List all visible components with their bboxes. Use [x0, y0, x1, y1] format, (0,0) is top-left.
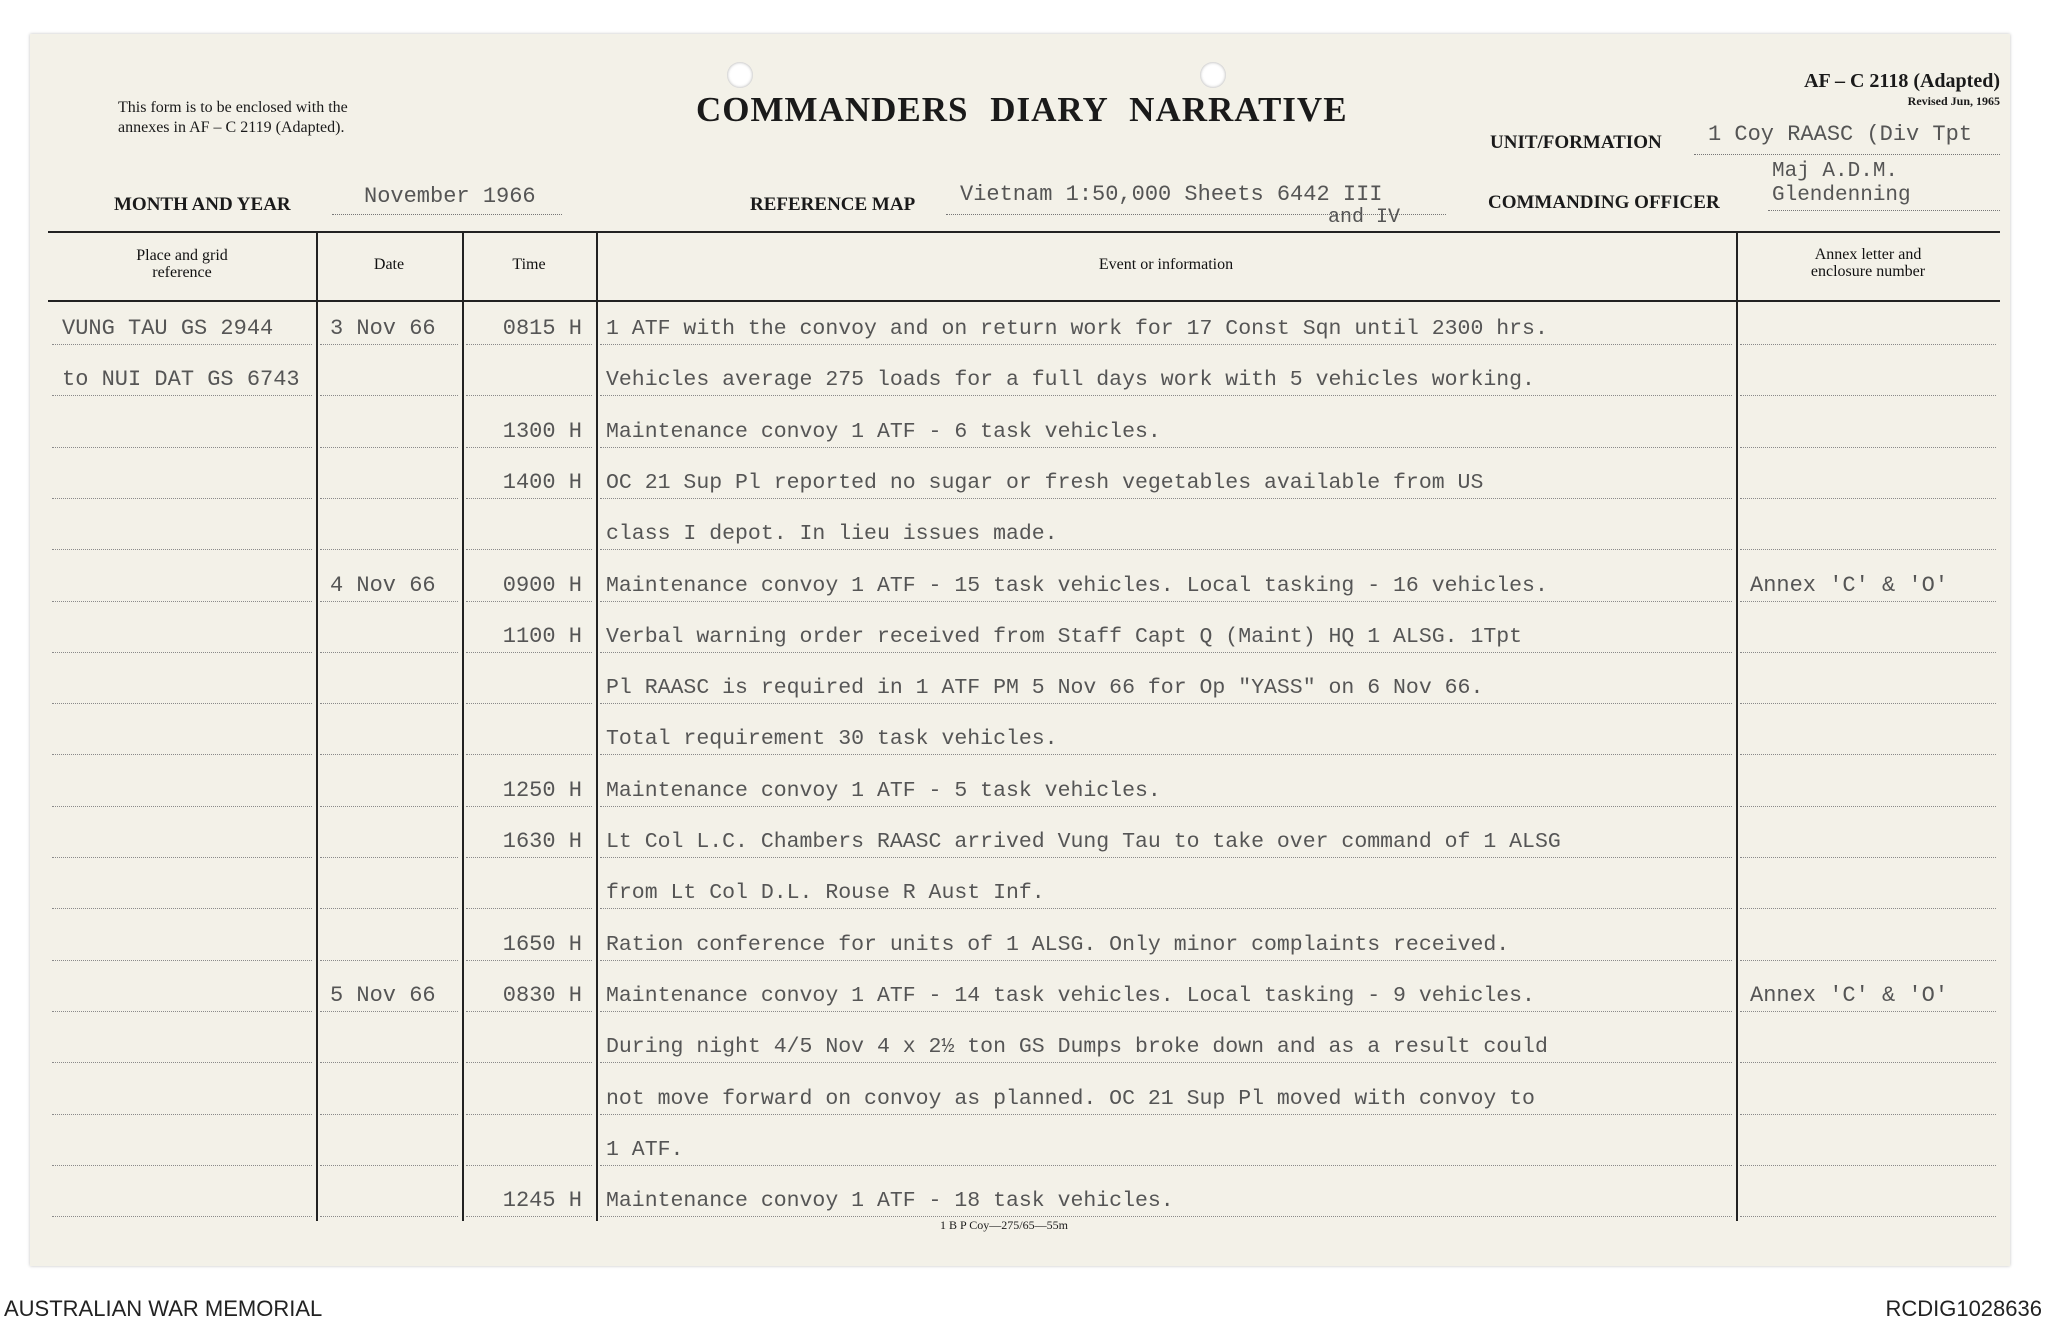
row-dotted-line [1740, 447, 1996, 448]
row-dotted-line [466, 1062, 592, 1063]
cell-time: 1100 H [502, 624, 582, 649]
row-dotted-line [1740, 549, 1996, 550]
row-dotted-line [320, 857, 458, 858]
row-dotted-line [600, 344, 1732, 345]
row-dotted-line [600, 806, 1732, 807]
row-dotted-line [52, 601, 312, 602]
row-dotted-line [466, 806, 592, 807]
row-dotted-line [320, 1165, 458, 1166]
row-dotted-line [1740, 1114, 1996, 1115]
row-dotted-line [600, 754, 1732, 755]
row-dotted-line [1740, 498, 1996, 499]
row-dotted-line [600, 549, 1732, 550]
row-dotted-line [600, 395, 1732, 396]
page-title: COMMANDERS DIARY NARRATIVE [696, 90, 1348, 129]
cell-event: During night 4/5 Nov 4 x 2½ ton GS Dumps broke down and as a result could [606, 1035, 1548, 1059]
row-dotted-line [466, 703, 592, 704]
cell-event: Ration conference for units of 1 ALSG. Only minor complaints received. [606, 933, 1510, 957]
row-dotted-line [52, 498, 312, 499]
cell-annex: Annex 'C' & 'O' [1750, 573, 1949, 598]
row-dotted-line [320, 601, 458, 602]
row-dotted-line [52, 703, 312, 704]
form-code: AF – C 2118 (Adapted) [1804, 70, 2000, 92]
row-dotted-line [466, 857, 592, 858]
column-divider [316, 231, 318, 1221]
cell-event: Verbal warning order received from Staff Capt Q (Maint) HQ 1 ALSG. 1Tpt [606, 625, 1523, 649]
cell-place: to NUI DAT GS 6743 [62, 367, 300, 392]
row-dotted-line [52, 1216, 312, 1217]
row-dotted-line [320, 1114, 458, 1115]
cell-event: Maintenance convoy 1 ATF - 6 task vehicles. [606, 420, 1161, 444]
column-divider [596, 231, 598, 1221]
row-dotted-line [52, 857, 312, 858]
row-dotted-line [320, 344, 458, 345]
row-dotted-line [1740, 1165, 1996, 1166]
col-header-event: Event or information [1098, 256, 1234, 273]
row-dotted-line [1740, 960, 1996, 961]
row-dotted-line [320, 754, 458, 755]
row-dotted-line [52, 395, 312, 396]
cell-event: from Lt Col D.L. Rouse R Aust Inf. [606, 881, 1045, 905]
row-dotted-line [52, 1114, 312, 1115]
unit-label: UNIT/FORMATION [1490, 132, 1662, 153]
footer-record-id: RCDIG1028636 [1885, 1296, 2042, 1321]
cell-time: 1630 H [502, 829, 582, 854]
month-dotted-line [332, 208, 562, 215]
map-value: Vietnam 1:50,000 Sheets 6442 III [960, 182, 1383, 207]
cell-time: 1400 H [502, 470, 582, 495]
row-dotted-line [600, 960, 1732, 961]
row-dotted-line [466, 1114, 592, 1115]
cell-event: class I depot. In lieu issues made. [606, 522, 1058, 546]
cell-date: 5 Nov 66 [330, 983, 436, 1008]
cell-time: 1250 H [502, 778, 582, 803]
row-dotted-line [466, 447, 592, 448]
table-header-rule [48, 300, 2000, 302]
row-dotted-line [466, 498, 592, 499]
row-dotted-line [600, 1062, 1732, 1063]
row-dotted-line [466, 1216, 592, 1217]
row-dotted-line [1740, 1011, 1996, 1012]
row-dotted-line [600, 1011, 1732, 1012]
row-dotted-line [466, 549, 592, 550]
form-note: This form is to be enclosed with the annexes in AF – C 2119 (Adapted). [118, 99, 348, 136]
row-dotted-line [1740, 395, 1996, 396]
row-dotted-line [466, 1011, 592, 1012]
row-dotted-line [600, 447, 1732, 448]
row-dotted-line [466, 960, 592, 961]
row-dotted-line [52, 908, 312, 909]
row-dotted-line [52, 1062, 312, 1063]
month-label: MONTH AND YEAR [114, 194, 291, 215]
cell-event: 1 ATF. [606, 1138, 684, 1162]
row-dotted-line [1740, 344, 1996, 345]
row-dotted-line [52, 806, 312, 807]
punch-hole [1200, 62, 1226, 88]
row-dotted-line [320, 1216, 458, 1217]
table-top-rule [48, 231, 2000, 233]
unit-value: 1 Coy RAASC (Div Tpt [1708, 122, 1973, 147]
row-dotted-line [52, 960, 312, 961]
row-dotted-line [1740, 908, 1996, 909]
column-divider [1736, 231, 1738, 1221]
cell-event: Lt Col L.C. Chambers RAASC arrived Vung Tau to take over command of 1 ALSG [606, 830, 1561, 854]
cell-event: Maintenance convoy 1 ATF - 5 task vehicles. [606, 779, 1161, 803]
row-dotted-line [320, 1011, 458, 1012]
cell-event: Pl RAASC is required in 1 ATF PM 5 Nov 66 for Op "YASS" on 6 Nov 66. [606, 676, 1484, 700]
cell-event: Maintenance convoy 1 ATF - 15 task vehicles. Local tasking - 16 vehicles. [606, 574, 1548, 598]
row-dotted-line [466, 754, 592, 755]
row-dotted-line [466, 395, 592, 396]
column-divider [462, 231, 464, 1221]
cell-date: 3 Nov 66 [330, 316, 436, 341]
diary-form-sheet [30, 34, 2010, 1266]
row-dotted-line [600, 908, 1732, 909]
row-dotted-line [52, 754, 312, 755]
revised-date: Revised Jun, 1965 [1907, 94, 2000, 108]
row-dotted-line [1740, 857, 1996, 858]
row-dotted-line [52, 1011, 312, 1012]
row-dotted-line [466, 344, 592, 345]
cell-event: 1 ATF with the convoy and on return work for 17 Const Sqn until 2300 hrs. [606, 317, 1548, 341]
cell-event: not move forward on convoy as planned. OC 21 Sup Pl moved with convoy to [606, 1087, 1535, 1111]
cell-time: 0830 H [502, 983, 582, 1008]
row-dotted-line [52, 549, 312, 550]
row-dotted-line [320, 652, 458, 653]
month-value: November 1966 [364, 184, 536, 209]
cell-time: 0815 H [502, 316, 582, 341]
row-dotted-line [1740, 601, 1996, 602]
cell-date: 4 Nov 66 [330, 573, 436, 598]
row-dotted-line [600, 1165, 1732, 1166]
cell-time: 1650 H [502, 932, 582, 957]
row-dotted-line [600, 857, 1732, 858]
col-header-place: Place and grid reference [136, 247, 228, 281]
row-dotted-line [1740, 754, 1996, 755]
row-dotted-line [600, 1216, 1732, 1217]
row-dotted-line [1740, 703, 1996, 704]
cell-event: Maintenance convoy 1 ATF - 18 task vehicles. [606, 1189, 1174, 1213]
col-header-time: Time [512, 256, 546, 273]
cell-time: 1300 H [502, 419, 582, 444]
row-dotted-line [466, 1165, 592, 1166]
row-dotted-line [52, 1165, 312, 1166]
row-dotted-line [320, 960, 458, 961]
row-dotted-line [52, 344, 312, 345]
col-header-annex: Annex letter and enclosure number [1810, 246, 1926, 280]
row-dotted-line [600, 1114, 1732, 1115]
cell-time: 0900 H [502, 573, 582, 598]
row-dotted-line [466, 601, 592, 602]
row-dotted-line [320, 908, 458, 909]
unit-dotted-line [1694, 148, 2000, 155]
map-label: REFERENCE MAP [750, 194, 916, 215]
row-dotted-line [600, 498, 1732, 499]
row-dotted-line [320, 1062, 458, 1063]
row-dotted-line [1740, 806, 1996, 807]
cell-time: 1245 H [502, 1188, 582, 1213]
row-dotted-line [52, 652, 312, 653]
row-dotted-line [1740, 652, 1996, 653]
row-dotted-line [600, 703, 1732, 704]
cell-event: OC 21 Sup Pl reported no sugar or fresh vegetables available from US [606, 471, 1484, 495]
row-dotted-line [600, 601, 1732, 602]
row-dotted-line [52, 447, 312, 448]
co-label: COMMANDING OFFICER [1488, 192, 1720, 213]
map-value-continued: and IV [1328, 206, 1401, 229]
row-dotted-line [320, 806, 458, 807]
punch-hole [727, 62, 753, 88]
footer-archive-name: AUSTRALIAN WAR MEMORIAL [4, 1296, 323, 1321]
row-dotted-line [466, 908, 592, 909]
col-header-date: Date [373, 256, 405, 273]
cell-event: Maintenance convoy 1 ATF - 14 task vehicles. Local tasking - 9 vehicles. [606, 984, 1535, 1008]
row-dotted-line [320, 549, 458, 550]
row-dotted-line [320, 498, 458, 499]
co-value: Maj A.D.M. [1772, 160, 1899, 183]
cell-event: Total requirement 30 task vehicles. [606, 727, 1058, 751]
row-dotted-line [466, 652, 592, 653]
co-value-name: Glendenning [1772, 184, 1911, 207]
row-dotted-line [320, 703, 458, 704]
row-dotted-line [1740, 1216, 1996, 1217]
cell-place: VUNG TAU GS 2944 [62, 316, 274, 341]
cell-annex: Annex 'C' & 'O' [1750, 983, 1949, 1008]
printer-imprint: 1 B P Coy—275/65—55m [940, 1218, 1068, 1232]
cell-event: Vehicles average 275 loads for a full days work with 5 vehicles working. [606, 368, 1535, 392]
row-dotted-line [320, 447, 458, 448]
row-dotted-line [600, 652, 1732, 653]
row-dotted-line [320, 395, 458, 396]
row-dotted-line [1740, 1062, 1996, 1063]
